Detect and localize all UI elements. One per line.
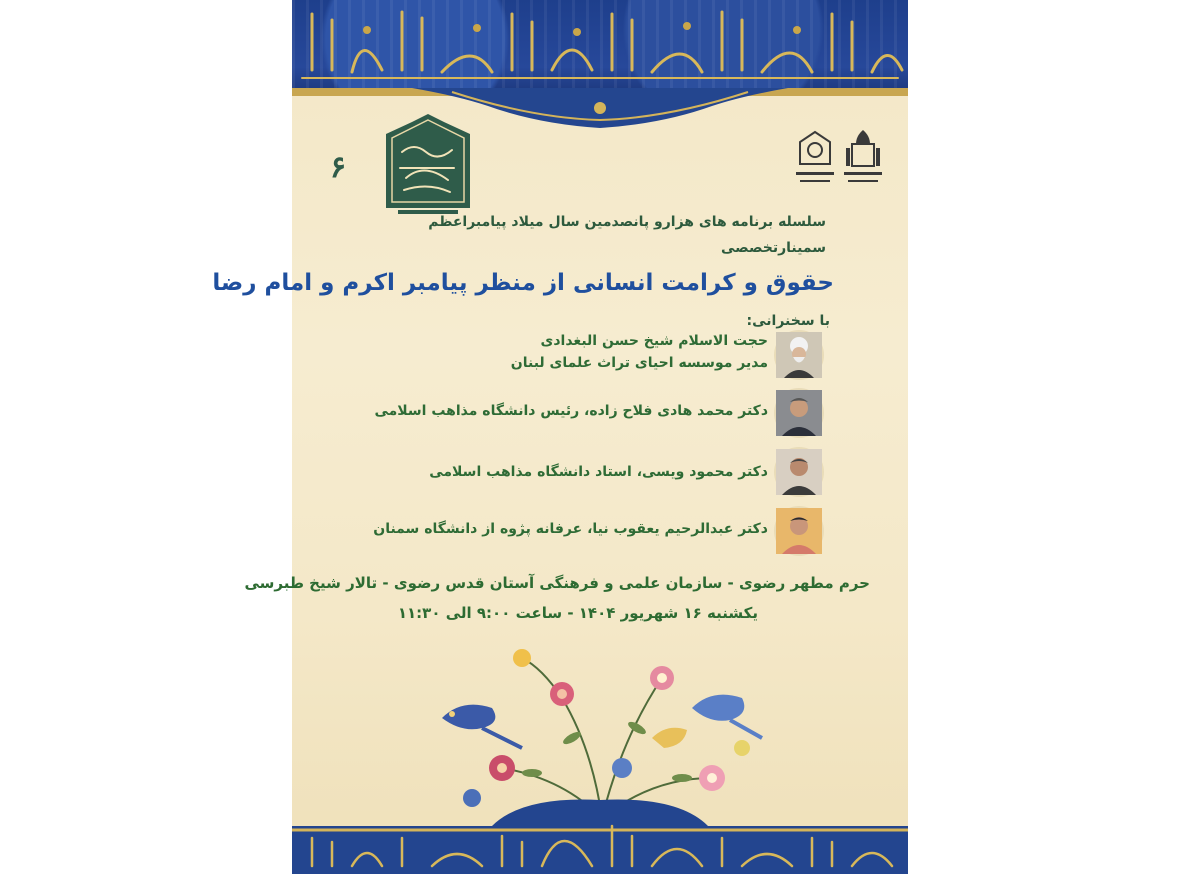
floral-bird-illustration xyxy=(412,628,792,818)
speaker-item xyxy=(304,388,824,438)
speaker-info xyxy=(429,461,768,483)
speaker-photo xyxy=(774,447,824,497)
seminar-title: حقوق و کرامت انسانی از منظر پیامبر اکرم و امام رضا xyxy=(212,270,834,296)
date-time-line: یکشنبه ۱۶ شهریور ۱۴۰۴ - ساعت ۹:۰۰ الی ۱۱:۳۰ xyxy=(397,604,758,622)
top-mosaic-band xyxy=(292,0,908,96)
speaker-name: حجت الاسلام شیخ حسن البغدادی xyxy=(540,333,768,349)
speaker-info xyxy=(373,518,768,540)
sponsor-logo-scientific-cultural xyxy=(792,128,838,190)
poster xyxy=(212,0,908,874)
speaker-photo xyxy=(774,330,824,380)
speaker-photo xyxy=(774,388,824,438)
speaker-info xyxy=(374,400,768,422)
sponsor-logo-astan-quds xyxy=(840,128,886,190)
speakers-label: با سخنرانی: xyxy=(746,313,830,329)
speaker-name: دکتر محمود ویسی، استاد دانشگاه مذاهب اسلامی xyxy=(429,464,768,480)
speaker-name: دکتر محمد هادی فلاح زاده، رئیس دانشگاه مذاهب اسلامی xyxy=(374,403,768,419)
speaker-photo xyxy=(774,506,824,556)
seminar-type: سمینارتخصصی xyxy=(721,240,826,256)
venue-line: حرم مطهر رضوی - سازمان علمی و فرهنگی آستان قدس رضوی - تالار شیخ طبرسی xyxy=(244,574,870,592)
speaker-name: دکتر عبدالرحیم یعقوب نیا، عرفانه پژوه از دانشگاه سمنان xyxy=(373,521,768,537)
bottom-mosaic-band xyxy=(292,796,908,874)
speaker-item xyxy=(304,447,824,497)
seminar-series-logo xyxy=(384,112,472,216)
speaker-role: مدیر موسسه احیای تراث علمای لبنان xyxy=(510,355,768,371)
seminar-number: ۶ xyxy=(329,150,347,185)
speaker-item xyxy=(304,506,824,556)
speaker-item xyxy=(304,330,824,380)
series-line: سلسله برنامه های هزارو پانصدمین سال میلاد پیامبراعظم xyxy=(428,214,826,230)
top-calligraphy-ornament xyxy=(292,0,908,96)
speaker-info xyxy=(511,330,768,374)
